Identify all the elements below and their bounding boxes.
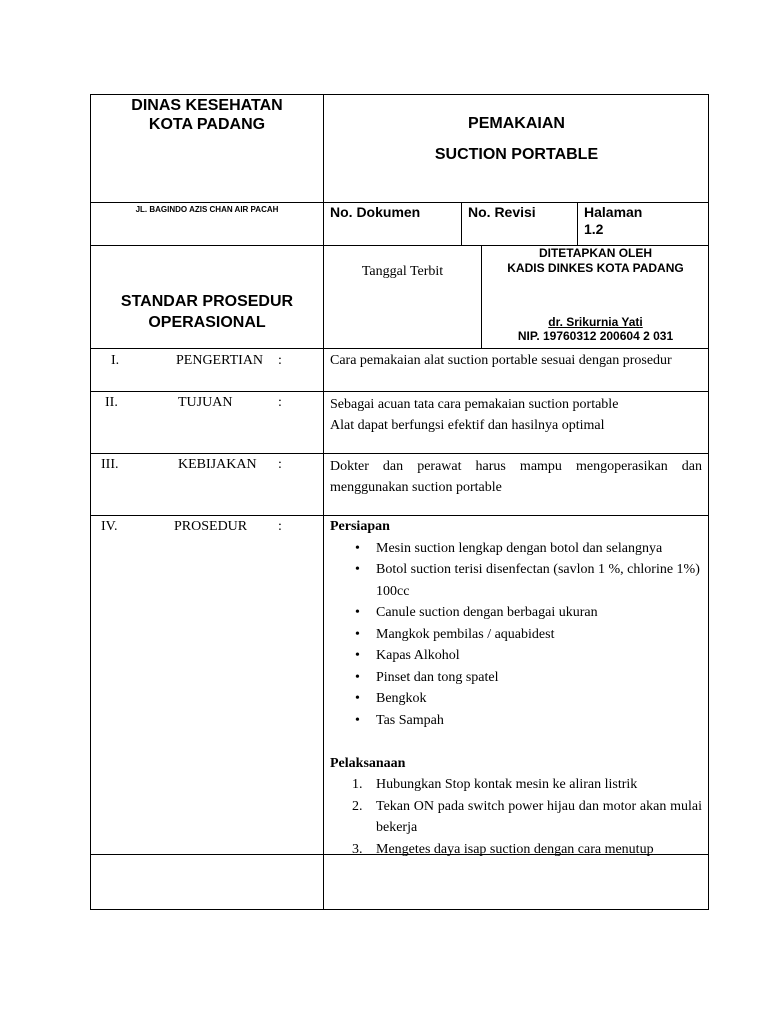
section-number: III. (101, 457, 119, 472)
section-colon: : (278, 457, 282, 472)
approval-block (482, 246, 709, 343)
pelaksanaan-item (330, 839, 702, 861)
org-name-line1: DINAS KESEHATAN (131, 97, 283, 114)
section-tujuan-text (330, 394, 702, 436)
revision-label: No. Revisi (468, 204, 536, 220)
persiapan-item: • Kapas Alkohol (330, 645, 702, 667)
pelaksanaan-heading: Pelaksanaan (330, 755, 406, 771)
persiapan-item: • Bengkok (330, 688, 702, 710)
pelaksanaan-item (330, 774, 702, 796)
document-title-line2: SUCTION PORTABLE (434, 146, 599, 163)
page-label-text: Halaman (584, 204, 643, 220)
persiapan-item: • Botol suction terisi disenfectan (savlon 1 %, chlorine 1%) 100cc (330, 559, 702, 602)
section-pengertian-text: Cara pemakaian alat suction portable sesuai dengan prosedur (330, 353, 672, 368)
section-number: IV. (101, 519, 118, 534)
doc-number-label: No. Dokumen (330, 204, 421, 220)
section-tujuan-label (91, 394, 323, 414)
sop-title-line2: OPERASIONAL (148, 314, 266, 331)
section-title: KEBIJAKAN (178, 457, 257, 472)
issue-date-label: Tanggal Terbit (361, 264, 444, 279)
section-title: PROSEDUR (174, 519, 248, 534)
section-title: TUJUAN (178, 395, 233, 410)
section-kebijakan-text (330, 456, 702, 498)
persiapan-list (330, 538, 702, 732)
step-number: 1. (352, 777, 363, 792)
sop-title (91, 291, 323, 333)
section-prosedur-label (91, 518, 323, 538)
page-label (584, 204, 642, 238)
approver-name: dr. Srikurnia Yati (548, 315, 643, 329)
section-colon: : (278, 519, 282, 534)
section-colon: : (278, 395, 282, 410)
org-name-line2: KOTA PADANG (148, 116, 266, 133)
doc-info-divider-2 (577, 202, 578, 245)
section-title: PENGERTIAN (176, 353, 264, 368)
page-value: 1.2 (584, 221, 604, 237)
sop-title-line1: STANDAR PROSEDUR (120, 293, 294, 310)
column-divider (323, 94, 324, 910)
persiapan-item: • Canule suction dengan berbagai ukuran (330, 602, 702, 624)
document-title (324, 114, 709, 164)
pelaksanaan-list (330, 774, 702, 860)
step-text: Tekan ON pada switch power hijau dan motor akan mulai bekerja (376, 798, 702, 835)
section-kebijakan-label (91, 456, 323, 476)
row-divider-3 (90, 348, 709, 349)
row-divider-5 (90, 453, 709, 454)
step-text: Hubungkan Stop kontak mesin ke aliran listrik (376, 777, 638, 792)
section-number: II. (105, 395, 118, 410)
tujuan-line-1: Sebagai acuan tata cara pemakaian suction portable (330, 397, 619, 412)
persiapan-item: • Tas Sampah (330, 710, 702, 732)
org-address: JL. BAGINDO AZIS CHAN AIR PACAH (135, 205, 279, 214)
kebijakan-line-2: menggunakan suction portable (330, 480, 502, 495)
section-colon: : (278, 353, 282, 368)
tujuan-line-2: Alat dapat berfungsi efektif dan hasilnya optimal (330, 418, 605, 433)
approved-by-label: DITETAPKAN OLEH (538, 246, 653, 260)
section-number: I. (111, 353, 120, 368)
persiapan-heading: Persiapan (330, 519, 390, 534)
pelaksanaan-item (330, 796, 702, 839)
row-divider-4 (90, 391, 709, 392)
step-number: 3. (352, 841, 363, 857)
persiapan-item: • Pinset dan tong spatel (330, 667, 702, 689)
kebijakan-line-1: Dokter dan perawat harus mampu mengoperasikan dan (330, 459, 702, 474)
step-text: Mengetes daya isap suction dengan cara menutup (376, 841, 654, 857)
persiapan-item: • Mesin suction lengkap dengan botol dan selangnya (330, 538, 702, 560)
approver-title: KADIS DINKES KOTA PADANG (507, 261, 684, 275)
approver-nip: NIP. 19760312 200604 2 031 (517, 329, 674, 343)
document-title-line1: PEMAKAIAN (468, 115, 565, 132)
doc-info-divider-1 (461, 202, 462, 245)
section-pengertian-label (91, 352, 323, 372)
persiapan-item: • Mangkok pembilas / aquabidest (330, 624, 702, 646)
row-divider-1 (90, 202, 709, 203)
step-number: 2. (352, 798, 363, 814)
section-prosedur-content (330, 516, 702, 860)
org-name (91, 96, 323, 134)
